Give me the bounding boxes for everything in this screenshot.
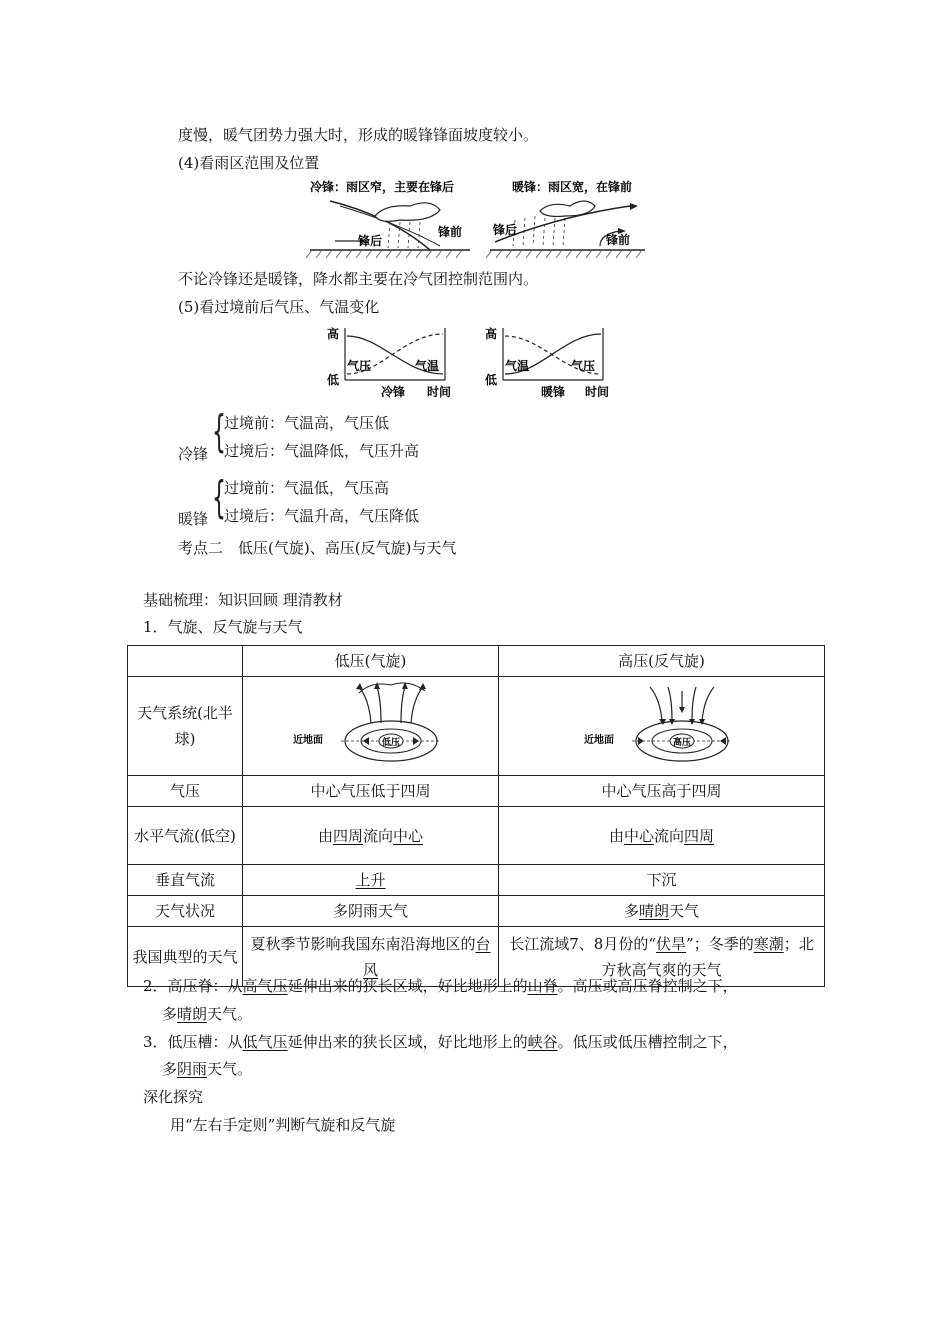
brace: { (212, 406, 226, 457)
subsection-title: 基础梳理：知识回顾 理清教材 (143, 591, 343, 609)
cyclone-table (127, 645, 825, 987)
cell: 由中心流向四周 (499, 807, 825, 865)
warm-front-label: 暖锋 (541, 385, 566, 399)
time-label: 时间 (585, 385, 610, 399)
section-title: 考点二 低压(气旋)、高压(反气旋)与天气 (178, 539, 457, 557)
row-label: 我国典型的天气 (128, 927, 243, 987)
cell: 多阴雨天气 (243, 896, 499, 927)
cold-before: 过境前：气温高，气压低 (224, 414, 390, 432)
cold-label: 冷锋 (178, 445, 209, 463)
row-label: 气压 (128, 776, 243, 807)
low-label: 低 (485, 373, 498, 387)
anticyclone-diagram (582, 679, 742, 765)
near-ground-label: 近地面 (583, 735, 614, 746)
cell: 由四周流向中心 (243, 807, 499, 865)
text-line: 度慢，暖气团势力强大时，形成的暖锋锋面坡度较小。 (178, 126, 539, 144)
low-center-label: 低压 (381, 738, 400, 748)
row-label: 垂直气流 (128, 865, 243, 896)
brace: { (212, 472, 226, 523)
cold-front-label: 冷锋 (381, 385, 406, 399)
subsection-title: 深化探究 (143, 1088, 204, 1106)
anticyclone-diagram-cell (499, 677, 825, 776)
paragraph-3-cont: 多阴雨天气。 (162, 1060, 253, 1078)
pressure-label: 气压 (571, 359, 596, 373)
warm-after: 过境后：气温升高，气压降低 (224, 507, 420, 525)
text-line: (4)看雨区范围及位置 (178, 154, 320, 172)
item-title: 1．气旋、反气旋与天气 (143, 618, 303, 636)
temp-label: 气温 (505, 359, 530, 373)
row-label: 水平气流(低空) (128, 807, 243, 865)
front-rain-diagram (300, 176, 650, 262)
cell: 中心气压低于四周 (243, 776, 499, 807)
pressure-label: 气压 (347, 359, 372, 373)
cell: 夏秋季节影响我国东南沿海地区的台风 (243, 927, 499, 987)
paragraph-3: 3．低压槽：从低气压延伸出来的狭长区域，好比地形上的峡谷。低压或低压槽控制之下， (143, 1033, 738, 1051)
paragraph-2: 2．高压脊：从高气压延伸出来的狭长区域，好比地形上的山脊。高压或高压脊控制之下， (143, 977, 738, 995)
low-label: 低 (327, 373, 340, 387)
near-ground-label: 近地面 (292, 735, 323, 746)
cyclone-diagram-cell (243, 677, 499, 776)
cell: 长江流域7、8月份的“伏旱”；冬季的寒潮；北方秋高气爽的天气 (499, 927, 825, 987)
cell: 中心气压高于四周 (499, 776, 825, 807)
high-label: 高 (485, 327, 498, 341)
high-center-label: 高压 (672, 738, 691, 748)
cell: 下沉 (499, 865, 825, 896)
row-label: 天气系统(北半球) (128, 677, 243, 776)
text-line: 用“左右手定则”判断气旋和反气旋 (170, 1116, 396, 1134)
cell: 多晴朗天气 (499, 896, 825, 927)
cold-front-caption: 冷锋：雨区窄，主要在锋后 (310, 180, 455, 194)
header-empty (128, 646, 243, 677)
warm-label: 暖锋 (178, 510, 209, 528)
header-low: 低压(气旋) (243, 646, 499, 677)
cold-after: 过境后：气温降低，气压升高 (224, 442, 420, 460)
pressure-temperature-curves (325, 322, 625, 404)
behind-front-label: 锋后 (493, 223, 518, 237)
high-label: 高 (327, 327, 340, 341)
header-high: 高压(反气旋) (499, 646, 825, 677)
behind-front-label: 锋后 (358, 234, 383, 248)
ahead-front-label: 锋前 (438, 225, 463, 239)
warm-front-caption: 暖锋：雨区宽，在锋前 (512, 180, 633, 194)
ahead-front-label: 锋前 (606, 233, 631, 247)
cyclone-diagram (291, 679, 451, 765)
warm-before: 过境前：气温低，气压高 (224, 479, 390, 497)
text-line: (5)看过境前后气压、气温变化 (178, 298, 380, 316)
temp-label: 气温 (415, 359, 440, 373)
text-line: 不论冷锋还是暖锋，降水都主要在冷气团控制范围内。 (178, 270, 539, 288)
paragraph-2-cont: 多晴朗天气。 (162, 1005, 253, 1023)
cell: 上升 (243, 865, 499, 896)
time-label: 时间 (427, 385, 452, 399)
row-label: 天气状况 (128, 896, 243, 927)
